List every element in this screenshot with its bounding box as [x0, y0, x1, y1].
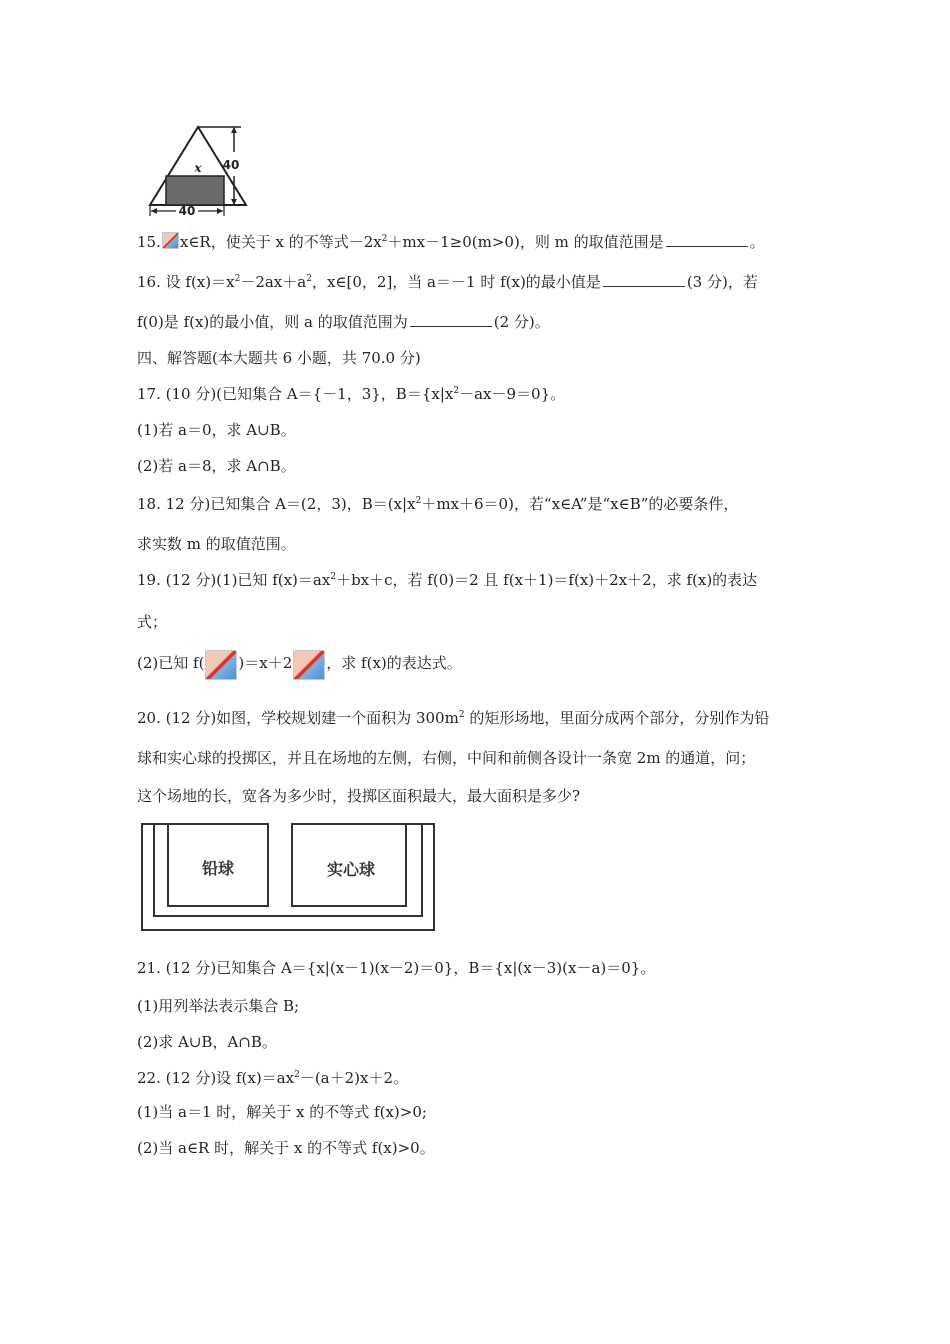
question-21-part-2: (2)求 A∪B，A∩B。 [137, 1033, 277, 1051]
base-arrow-left [151, 208, 157, 214]
q19-text-b: ＋bx＋c，若 f(0)＝2 且 f(x＋1)＝f(x)＋2x＋2，求 f(x)的表达 [336, 571, 758, 589]
q19-sup: 2 [330, 572, 337, 582]
shot-put-label: 铅球 [201, 859, 235, 878]
question-17-part-1: (1)若 a＝0，求 A∪B。 [137, 421, 296, 439]
question-22-stem [137, 1068, 408, 1088]
question-16-line-1 [137, 272, 758, 292]
q15-number: 15. [137, 233, 161, 251]
q16-text-d: (3 分)，若 [686, 273, 758, 291]
section-heading: 四、解答题(本大题共 6 小题，共 70.0 分) [137, 349, 421, 367]
q16-line2-text-a: f(0)是 f(x)的最小值，则 a 的取值范围为 [137, 313, 408, 331]
q17-stem-b: －ax－9＝0}。 [459, 385, 566, 403]
question-21-stem: 21. (12 分)已知集合 A＝{x|(x－1)(x－2)＝0}，B＝{x|(x－3)(x－a)＝0}。 [137, 959, 656, 977]
shaded-rectangle [166, 176, 224, 205]
q19-line3-b: )＝x＋2 [238, 654, 293, 672]
broken-image-icon [293, 650, 325, 680]
broken-image-icon [205, 650, 237, 680]
q20-text-a: 20. (12 分)如图，学校规划建一个面积为 300m [137, 709, 459, 727]
question-20-line-1 [137, 708, 769, 728]
question-17-part-2: (2)若 a＝8，求 A∩B。 [137, 457, 296, 475]
q16-sup-2: 2 [306, 274, 312, 284]
q15-text-b: ＋mx－1≥0(m>0)，则 m 的取值范围是 [387, 233, 664, 251]
q22-stem-b: －(a＋2)x＋2。 [299, 1069, 409, 1087]
q16-text-c: ，x∈[0，2]，当 a＝－1 时 f(x)的最小值是 [311, 273, 601, 291]
q20-sup: 2 [458, 710, 465, 720]
q19-text-a: 19. (12 分)(1)已知 f(x)＝ax [137, 571, 331, 589]
question-19-line-1 [137, 570, 757, 590]
question-20-line-3: 这个场地的长，宽各为多少时，投掷区面积最大，最大面积是多少? [137, 787, 581, 805]
field-outer-border [142, 824, 434, 930]
question-22-part-2: (2)当 a∈R 时，解关于 x 的不等式 f(x)>0。 [137, 1139, 435, 1157]
q15-text-a: x∈R，使关于 x 的不等式－2x [179, 233, 382, 251]
q19-line3-c: ，求 f(x)的表达式。 [326, 654, 462, 672]
q19-line3-a: (2)已知 f( [137, 654, 205, 672]
question-21-part-1: (1)用列举法表示集合 B; [137, 997, 300, 1015]
q18-sup: 2 [415, 496, 422, 506]
q20-text-b: 的矩形场地，里面分成两个部分，分别作为铅 [464, 709, 770, 727]
q22-sup: 2 [294, 1070, 300, 1080]
question-18-line-2: 求实数 m 的取值范围。 [137, 535, 296, 553]
label-x: x [194, 161, 202, 175]
q22-stem-a: 22. (12 分)设 f(x)＝ax [137, 1069, 295, 1087]
q16-line2-text-b: (2 分)。 [493, 313, 550, 331]
q16-text-b: －2ax＋a [240, 273, 307, 291]
label-height: 40 [222, 158, 240, 172]
broken-image-icon [162, 232, 179, 249]
field-inner-channel [154, 824, 422, 916]
question-18-line-1 [137, 494, 738, 514]
answer-blank [410, 312, 492, 327]
q15-end: 。 [749, 233, 765, 251]
field-figure [140, 822, 440, 934]
label-base: 40 [178, 204, 196, 218]
q18-text-a: 18. 12 分)已知集合 A＝(2，3)，B＝(x|x [137, 495, 416, 513]
q16-sup-1: 2 [234, 274, 241, 284]
answer-blank [666, 232, 748, 247]
question-19-line-3 [137, 650, 462, 680]
q17-sup: 2 [453, 386, 460, 396]
height-arrow-up [231, 127, 237, 133]
solid-ball-label: 实心球 [326, 860, 376, 879]
answer-blank [603, 272, 685, 287]
question-17-stem [137, 384, 565, 404]
q18-text-b: ＋mx＋6＝0)，若“x∈A”是“x∈B”的必要条件， [421, 495, 739, 513]
question-19-line-2: 式； [137, 613, 168, 631]
question-15 [137, 232, 765, 252]
question-20-line-2: 球和实心球的投掷区，并且在场地的左侧，右侧，中间和前侧各设计一条宽 2m 的通道，问； [137, 749, 756, 767]
base-arrow-right [217, 208, 223, 214]
q16-text-a: 16. 设 f(x)＝x [137, 273, 235, 291]
question-16-line-2 [137, 312, 550, 332]
question-22-part-1: (1)当 a＝1 时，解关于 x 的不等式 f(x)>0; [137, 1103, 427, 1121]
q17-stem-a: 17. (10 分)(已知集合 A＝{－1，3}，B＝{x|x [137, 385, 454, 403]
q15-sup: 2 [381, 234, 388, 244]
triangle-figure [138, 118, 250, 218]
